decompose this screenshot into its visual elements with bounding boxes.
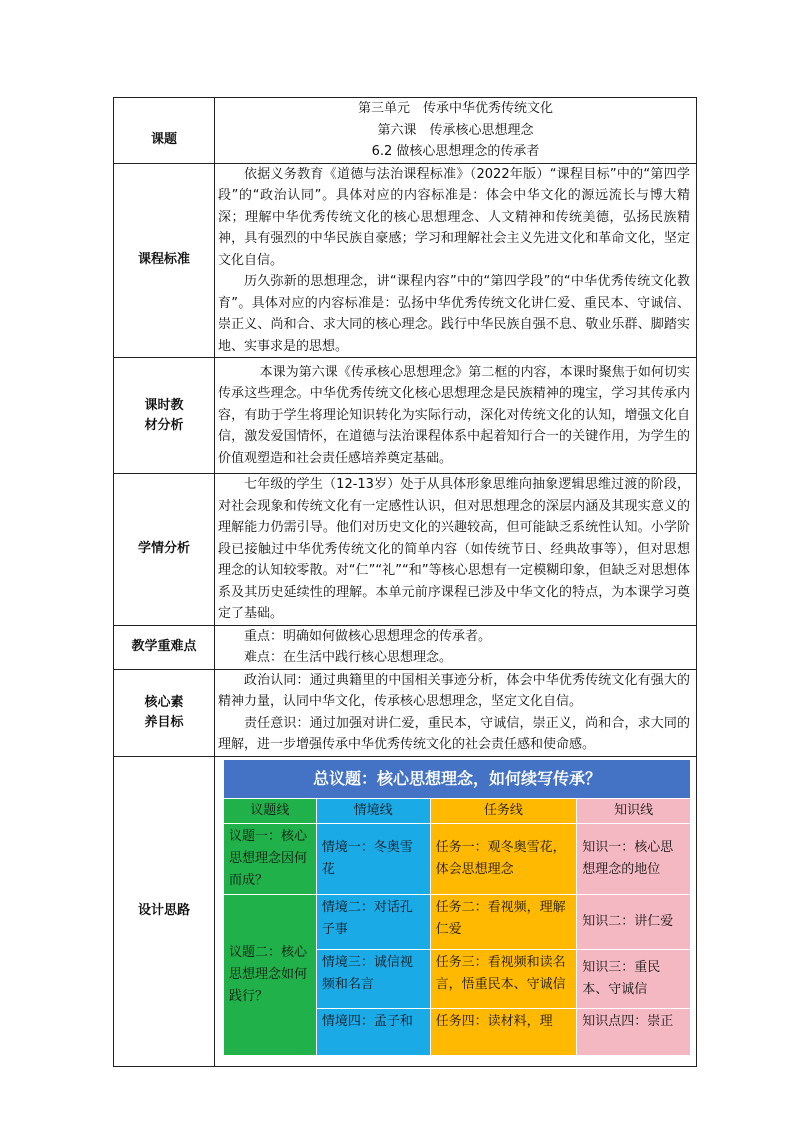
knowledge-1: 知识一：核心思想理念的地位 <box>577 824 690 894</box>
scene-1: 情境一：冬奥雪花 <box>317 824 430 894</box>
topic-one: 议题一：核心思想理念因何而成？ <box>224 824 316 894</box>
literacy-label-line2: 养目标 <box>144 714 184 730</box>
knowledge-3: 知识三：重民本、守诚信 <box>577 950 690 1008</box>
literacy-paragraph-1: 政治认同：通过典籍里的中国相关事迹分析，体会中华优秀传统文化有强大的精神力量，认同中华文化，传承核心思想理念，坚定文化自信。 <box>218 672 690 709</box>
task-1: 任务一：观冬奥雪花，体会思想理念 <box>431 824 577 894</box>
students-paragraph: 七年级的学生（12-13岁）处于从具体形象思维向抽象逻辑思维过渡的阶段，对社会现象和传统文化有一定感性认识，但对思想理念的深层内涵及其现实意义的理解能力仍需引导。他们对历史文化的兴趣较高，但可能缺乏系统性认知。小学阶段已接触过中华优秀传统文化的简单内容（如传统节日、经典故事等），但对思想理念的认知较零散。对“仁”“礼”“和”等核心思想有一定模糊印象，但缺乏对思想体系及其历史延续性的理解。本单元前序课程已涉及中华文化的特点，为本课学习奠定了基础。 <box>218 477 690 621</box>
topic-row <box>114 98 697 164</box>
design-banner: 总议题：核心思想理念，如何续写传承？ <box>224 760 690 798</box>
material-label-line1: 课时教 <box>144 397 184 413</box>
material-row <box>114 358 697 474</box>
keypoints-content <box>215 625 697 669</box>
literacy-paragraph-2: 责任意识：通过加强对讲仁爱，重民本，守诚信，崇正义，尚和合，求大同的理解，进一步增强传承中华优秀传统文化的社会责任感和使命感。 <box>218 715 690 752</box>
unit-title: 第三单元 传承中华优秀传统文化 <box>357 101 553 116</box>
design-grid <box>223 759 691 1056</box>
standard-paragraph-2: 历久弥新的思想理念，讲“课程内容”中的“第四学段”的“中华优秀传统文化教育”。具体对应的内容标准是：弘扬中华优秀传统文化讲仁爱、重民本、守诚信、崇正义、尚和合、求大同的核心理念。践行中华民族自强不息、敬业乐群、脚踏实地、实事求是的思想。 <box>218 274 690 354</box>
material-label-line2: 材分析 <box>144 417 184 433</box>
task-2: 任务二：看视频，理解仁爱 <box>431 895 577 949</box>
knowledge-4: 知识点四：崇正 <box>577 1009 690 1055</box>
design-row <box>114 756 697 1066</box>
standard-paragraph-1: 依据义务教育《道德与法治课程标准》（2022年版）“课程目标”中的“第四学段”的“政治认同”。具体对应的内容标准是：体会中华文化的源远流长与博大精深；理解中华优秀传统文化的核心思想理念、人文精神和传统美德，弘扬民族精神，具有强烈的中华民族自豪感；学习和理解社会主义先进文化和革命文化，坚定文化自信。 <box>218 166 690 268</box>
key-point: 重点：明确如何做核心思想理念的传承者。 <box>244 628 492 644</box>
scene-4: 情境四：孟子和 <box>317 1009 430 1055</box>
keypoints-row <box>114 625 697 669</box>
header-task-line: 任务线 <box>431 799 577 823</box>
section-title: 6.2 做核心思想理念的传承者 <box>371 144 540 159</box>
header-knowledge-line: 知识线 <box>577 799 690 823</box>
task-3: 任务三：看视频和读名言，悟重民本、守诚信 <box>431 950 577 1008</box>
students-content <box>215 474 697 626</box>
scene-2: 情境二：对话孔子事 <box>317 895 430 949</box>
lesson-plan-table <box>113 97 697 1067</box>
literacy-row <box>114 669 697 756</box>
material-paragraph: 本课为第六课《传承核心思想理念》第二框的内容，本课时聚焦于如何切实传承这些理念。中华优秀传统文化核心思想理念是民族精神的瑰宝，学习其传承内容，有助于学生将理论知识转化为实际行动，深化对传统文化的认知，增强文化自信，激发爱国情怀，在道德与法治课程体系中起着知行合一的关键作用，为学生的价值观塑造和社会责任感培养奠定基础。 <box>218 364 690 466</box>
students-row <box>114 474 697 626</box>
standard-label: 课程标准 <box>114 163 215 358</box>
design-content <box>215 756 697 1066</box>
literacy-content <box>215 669 697 756</box>
material-content <box>215 358 697 474</box>
header-scene-line: 情境线 <box>317 799 430 823</box>
topic-content <box>215 98 697 164</box>
difficult-point: 难点：在生活中践行核心思想理念。 <box>244 650 453 665</box>
design-label: 设计思路 <box>114 756 215 1066</box>
topic-label: 课题 <box>114 98 215 164</box>
lesson-title: 第六课 传承核心思想理念 <box>377 122 534 138</box>
literacy-label <box>114 669 215 756</box>
material-label <box>114 358 215 474</box>
task-4: 任务四：读材料，理 <box>431 1009 577 1055</box>
scene-3: 情境三：诚信视频和名言 <box>317 950 430 1008</box>
standard-row <box>114 163 697 358</box>
header-topic-line: 议题线 <box>224 799 316 823</box>
keypoints-label: 教学重难点 <box>114 625 215 669</box>
topic-two: 议题二：核心思想理念如何践行？ <box>224 895 316 1055</box>
knowledge-2: 知识二：讲仁爱 <box>577 895 690 949</box>
standard-content <box>215 163 697 358</box>
students-label: 学情分析 <box>114 474 215 626</box>
literacy-label-line1: 核心素 <box>144 694 184 710</box>
